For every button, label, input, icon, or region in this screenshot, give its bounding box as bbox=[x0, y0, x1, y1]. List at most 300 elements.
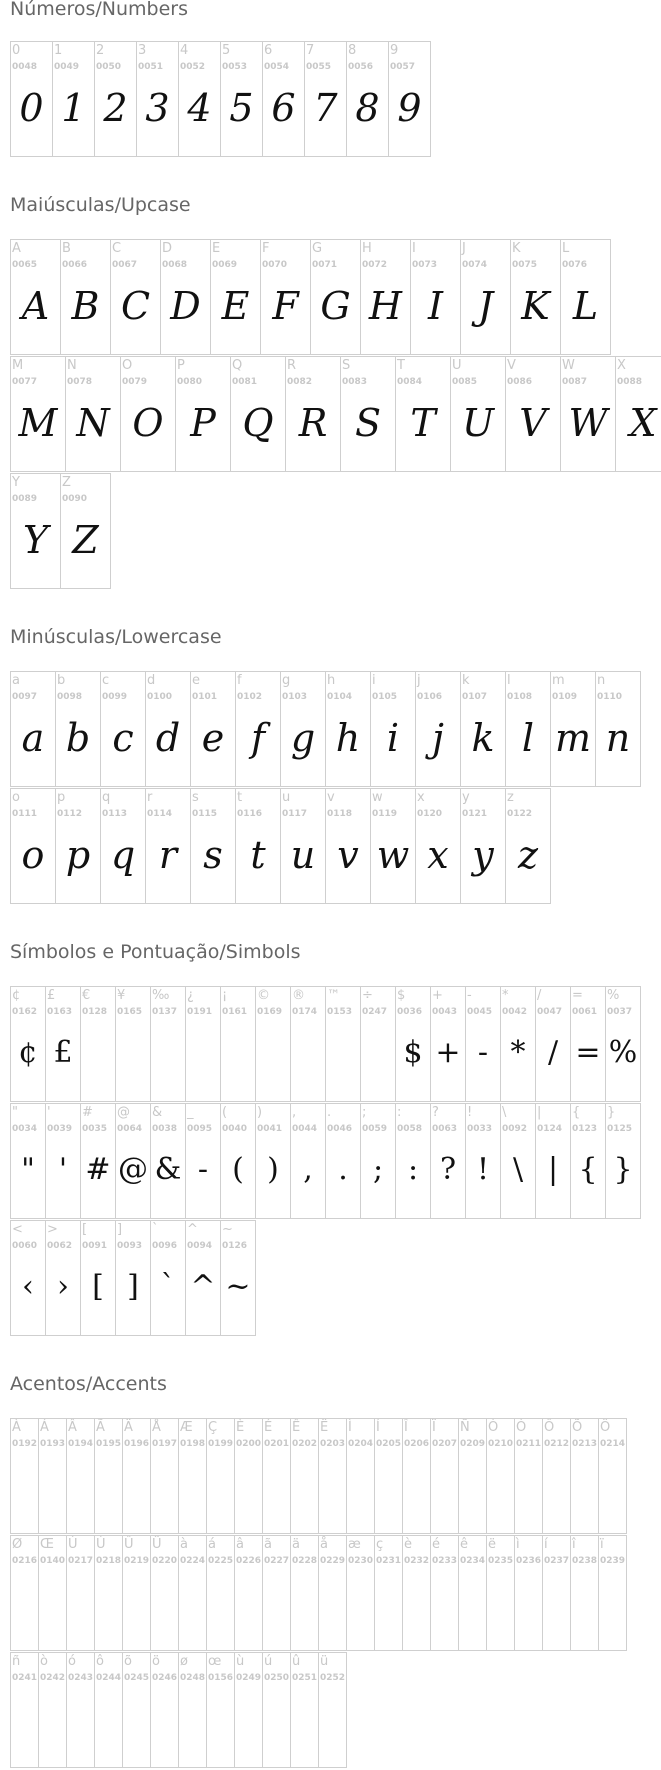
glyph-cell-label: B bbox=[62, 241, 71, 256]
glyph-cell bbox=[115, 1220, 151, 1336]
glyph-cell bbox=[260, 239, 311, 355]
glyph-cell-label: < bbox=[12, 1222, 23, 1237]
glyph-cell-label: Ô bbox=[544, 1420, 555, 1435]
glyph-cell-label: í bbox=[544, 1537, 548, 1552]
grid-row-lowercase-2 bbox=[10, 788, 550, 904]
glyph-cell bbox=[486, 1418, 515, 1534]
glyph-cell-code: 0086 bbox=[507, 377, 533, 387]
glyph-cell bbox=[370, 671, 416, 787]
glyph-cell-label: â bbox=[236, 1537, 244, 1552]
glyph-cell-code: 0125 bbox=[607, 1124, 633, 1134]
glyph-cell-label: à bbox=[180, 1537, 188, 1552]
glyph-cell-code: 0041 bbox=[257, 1124, 283, 1134]
glyph-cell-label: % bbox=[607, 988, 620, 1003]
glyph-cell bbox=[10, 41, 53, 157]
glyph-cell-code: 0093 bbox=[117, 1241, 143, 1251]
glyph-sample: $ bbox=[403, 1035, 423, 1070]
glyph-cell-label: q bbox=[102, 790, 111, 805]
glyph-cell-code: 0072 bbox=[362, 260, 388, 270]
glyph-cell-label: ¥ bbox=[117, 988, 126, 1003]
glyph-cell bbox=[290, 1103, 326, 1219]
glyph-cell-code: 0239 bbox=[600, 1556, 626, 1566]
glyph-sample: n bbox=[605, 716, 631, 760]
glyph-cell bbox=[598, 1535, 627, 1651]
glyph-cell-code: 0237 bbox=[544, 1556, 570, 1566]
glyph-cell-code: 0191 bbox=[187, 1007, 213, 1017]
glyph-cell-code: 0247 bbox=[362, 1007, 388, 1017]
glyph-cell bbox=[52, 41, 95, 157]
glyph-cell bbox=[145, 671, 191, 787]
glyph-cell-label: Í bbox=[376, 1420, 380, 1435]
glyph-cell-code: 0174 bbox=[292, 1007, 318, 1017]
glyph-cell-label: F bbox=[262, 241, 270, 256]
glyph-cell bbox=[595, 671, 641, 787]
glyph-cell-label: õ bbox=[124, 1654, 132, 1669]
glyph-cell-code: 0244 bbox=[96, 1673, 122, 1683]
glyph-sample: R bbox=[298, 401, 328, 445]
glyph-sample: j bbox=[432, 716, 444, 760]
glyph-cell-label: z bbox=[507, 790, 514, 805]
grid-row-upcase-1 bbox=[10, 239, 610, 355]
glyph-cell-label: Ò bbox=[488, 1420, 499, 1435]
glyph-cell bbox=[570, 1535, 599, 1651]
glyph-cell bbox=[10, 1535, 39, 1651]
glyph-sample: } bbox=[613, 1152, 633, 1187]
glyph-cell-code: 0106 bbox=[417, 692, 443, 702]
glyph-cell-label: s bbox=[192, 790, 199, 805]
glyph-cell-label: > bbox=[47, 1222, 58, 1237]
glyph-cell bbox=[325, 1103, 361, 1219]
glyph-sample: - bbox=[477, 1035, 489, 1070]
glyph-cell bbox=[402, 1535, 431, 1651]
glyph-sample: ; bbox=[372, 1152, 384, 1187]
glyph-cell-label: W bbox=[562, 358, 575, 373]
glyph-cell-code: 0115 bbox=[192, 809, 218, 819]
glyph-cell-code: 0043 bbox=[432, 1007, 458, 1017]
glyph-cell-code: 0044 bbox=[292, 1124, 318, 1134]
glyph-cell-code: 0196 bbox=[124, 1439, 150, 1449]
glyph-cell-code: 0038 bbox=[152, 1124, 178, 1134]
glyph-cell-code: 0100 bbox=[147, 692, 173, 702]
glyph-cell-code: 0219 bbox=[124, 1556, 150, 1566]
glyph-cell bbox=[290, 1652, 319, 1768]
glyph-cell-label: o bbox=[12, 790, 20, 805]
glyph-cell bbox=[206, 1535, 235, 1651]
glyph-cell-label: € bbox=[82, 988, 91, 1003]
glyph-cell-label: 3 bbox=[138, 43, 147, 58]
glyph-cell-label: P bbox=[177, 358, 185, 373]
glyph-cell bbox=[66, 1535, 95, 1651]
glyph-sample: b bbox=[65, 716, 91, 760]
glyph-cell bbox=[360, 1103, 396, 1219]
glyph-cell-code: 0245 bbox=[124, 1673, 150, 1683]
glyph-cell-label: C bbox=[112, 241, 122, 256]
glyph-sample: X bbox=[629, 401, 657, 445]
glyph-sample: g bbox=[290, 716, 316, 760]
glyph-cell bbox=[458, 1418, 487, 1534]
glyph-cell-label: l bbox=[507, 673, 511, 688]
glyph-cell-code: 0085 bbox=[452, 377, 478, 387]
glyph-sample: p bbox=[65, 833, 91, 877]
glyph-cell-label: 7 bbox=[306, 43, 315, 58]
glyph-cell-code: 0094 bbox=[187, 1241, 213, 1251]
glyph-cell bbox=[430, 1535, 459, 1651]
glyph-cell-label: $ bbox=[397, 988, 406, 1003]
glyph-cell bbox=[374, 1418, 403, 1534]
glyph-cell-label: ú bbox=[264, 1654, 273, 1669]
glyph-cell-code: 0050 bbox=[96, 62, 122, 72]
glyph-cell-code: 0165 bbox=[117, 1007, 143, 1017]
glyph-sample: # bbox=[85, 1152, 111, 1187]
glyph-cell-label: d bbox=[147, 673, 156, 688]
glyph-cell bbox=[122, 1535, 151, 1651]
glyph-cell bbox=[122, 1652, 151, 1768]
glyph-cell-label: Â bbox=[68, 1420, 77, 1435]
glyph-sample: u bbox=[290, 833, 316, 877]
glyph-cell-label: Z bbox=[62, 475, 71, 490]
glyph-cell-label: ù bbox=[236, 1654, 245, 1669]
glyph-cell-label: { bbox=[572, 1105, 581, 1120]
glyph-cell-code: 0211 bbox=[516, 1439, 542, 1449]
glyph-cell-label: 2 bbox=[96, 43, 105, 58]
glyph-cell bbox=[510, 239, 561, 355]
glyph-cell bbox=[570, 1103, 606, 1219]
glyph-sample: U bbox=[461, 401, 495, 445]
glyph-sample: ‹ bbox=[22, 1269, 34, 1304]
glyph-cell-label: t bbox=[237, 790, 243, 805]
glyph-cell-label: î bbox=[572, 1537, 576, 1552]
glyph-cell-code: 0078 bbox=[67, 377, 93, 387]
glyph-cell-code: 0070 bbox=[262, 260, 288, 270]
glyph-cell bbox=[255, 1103, 291, 1219]
glyph-sample: c bbox=[112, 716, 134, 760]
glyph-cell bbox=[80, 1103, 116, 1219]
glyph-cell-code: 0226 bbox=[236, 1556, 262, 1566]
glyph-cell bbox=[65, 356, 121, 472]
glyph-cell-code: 0126 bbox=[222, 1241, 248, 1251]
glyph-cell-label: ñ bbox=[12, 1654, 21, 1669]
glyph-cell-code: 0162 bbox=[12, 1007, 38, 1017]
glyph-cell-code: 0097 bbox=[12, 692, 38, 702]
glyph-cell-label: N bbox=[67, 358, 77, 373]
glyph-sample: M bbox=[18, 401, 58, 445]
glyph-cell-label: ) bbox=[257, 1105, 263, 1120]
glyph-cell bbox=[388, 41, 431, 157]
glyph-sample: [ bbox=[92, 1269, 104, 1304]
glyph-cell-code: 0229 bbox=[320, 1556, 346, 1566]
grid-row-lowercase-1 bbox=[10, 671, 640, 787]
glyph-sample: F bbox=[272, 284, 299, 328]
glyph-cell-code: 0074 bbox=[462, 260, 488, 270]
glyph-cell bbox=[410, 239, 461, 355]
glyph-cell bbox=[325, 671, 371, 787]
glyph-cell-label: L bbox=[562, 241, 570, 256]
glyph-sample: 4 bbox=[187, 86, 212, 130]
glyph-cell-label: Q bbox=[232, 358, 243, 373]
glyph-cell bbox=[115, 986, 151, 1102]
glyph-cell bbox=[38, 1535, 67, 1651]
glyph-cell-code: 0099 bbox=[102, 692, 128, 702]
glyph-cell-label: ® bbox=[292, 988, 305, 1003]
glyph-cell bbox=[280, 788, 326, 904]
glyph-cell bbox=[285, 356, 341, 472]
glyph-cell-label: 6 bbox=[264, 43, 273, 58]
glyph-sample: | bbox=[547, 1152, 559, 1187]
glyph-cell bbox=[318, 1652, 347, 1768]
glyph-cell bbox=[234, 1418, 263, 1534]
glyph-cell bbox=[206, 1418, 235, 1534]
glyph-cell-label: ^ bbox=[187, 1222, 198, 1237]
glyph-cell bbox=[45, 986, 81, 1102]
glyph-cell-label: ( bbox=[222, 1105, 228, 1120]
glyph-cell-label: Û bbox=[124, 1537, 134, 1552]
grid-row-accents-1 bbox=[10, 1418, 626, 1534]
glyph-cell bbox=[94, 41, 137, 157]
glyph-cell-code: 0195 bbox=[96, 1439, 122, 1449]
glyph-cell-code: 0042 bbox=[502, 1007, 528, 1017]
glyph-cell bbox=[402, 1418, 431, 1534]
glyph-cell bbox=[374, 1535, 403, 1651]
glyph-cell-code: 0241 bbox=[12, 1673, 38, 1683]
glyph-cell-code: 0101 bbox=[192, 692, 218, 702]
glyph-sample: h bbox=[335, 716, 361, 760]
glyph-cell-label: ì bbox=[516, 1537, 520, 1552]
glyph-cell-label: ! bbox=[467, 1105, 473, 1120]
glyph-sample: q bbox=[110, 833, 136, 877]
grid-row-symbols-1 bbox=[10, 986, 640, 1102]
glyph-cell-label: Á bbox=[40, 1420, 49, 1435]
glyph-cell bbox=[262, 1535, 291, 1651]
glyph-cell-label: ; bbox=[362, 1105, 367, 1120]
glyph-sample: y bbox=[472, 833, 494, 877]
glyph-cell bbox=[234, 1652, 263, 1768]
glyph-cell-label: v bbox=[327, 790, 335, 805]
glyph-cell bbox=[325, 788, 371, 904]
glyph-sample: B bbox=[71, 284, 100, 328]
glyph-cell bbox=[605, 986, 641, 1102]
glyph-cell bbox=[10, 239, 61, 355]
glyph-cell-label: Ì bbox=[348, 1420, 352, 1435]
glyph-cell-label: ¢ bbox=[12, 988, 21, 1003]
glyph-cell-code: 0084 bbox=[397, 377, 423, 387]
glyph-sample: z bbox=[517, 833, 539, 877]
glyph-cell-code: 0033 bbox=[467, 1124, 493, 1134]
glyph-sample: & bbox=[154, 1152, 182, 1187]
glyph-sample: , bbox=[303, 1152, 313, 1187]
glyph-sample: l bbox=[521, 716, 535, 760]
glyph-cell-code: 0232 bbox=[404, 1556, 430, 1566]
glyph-cell bbox=[80, 1220, 116, 1336]
glyph-cell bbox=[346, 1535, 375, 1651]
glyph-cell bbox=[514, 1535, 543, 1651]
glyph-cell bbox=[10, 473, 61, 589]
glyph-cell-code: 0076 bbox=[562, 260, 588, 270]
glyph-cell-label: G bbox=[312, 241, 323, 256]
glyph-cell bbox=[10, 1652, 39, 1768]
glyph-cell-label: £ bbox=[47, 988, 56, 1003]
glyph-cell-label: Y bbox=[12, 475, 20, 490]
glyph-cell-code: 0248 bbox=[180, 1673, 206, 1683]
glyph-sample: O bbox=[132, 401, 164, 445]
glyph-cell bbox=[230, 356, 286, 472]
glyph-cell bbox=[395, 356, 451, 472]
glyph-sample: ? bbox=[439, 1152, 457, 1187]
glyph-cell-label: á bbox=[208, 1537, 216, 1552]
glyph-cell-code: 0117 bbox=[282, 809, 308, 819]
glyph-cell-label: ê bbox=[460, 1537, 468, 1552]
glyph-sample: s bbox=[203, 833, 223, 877]
glyph-cell-code: 0206 bbox=[404, 1439, 430, 1449]
glyph-cell-code: 0064 bbox=[117, 1124, 143, 1134]
glyph-cell-label: \ bbox=[502, 1105, 507, 1120]
glyph-cell-label: M bbox=[12, 358, 24, 373]
glyph-cell-code: 0246 bbox=[152, 1673, 178, 1683]
glyph-cell-label: Å bbox=[152, 1420, 161, 1435]
glyph-cell bbox=[190, 788, 236, 904]
glyph-cell bbox=[570, 986, 606, 1102]
glyph-cell-code: 0091 bbox=[82, 1241, 108, 1251]
glyph-cell-code: 0249 bbox=[236, 1673, 262, 1683]
glyph-cell-label: V bbox=[507, 358, 516, 373]
glyph-cell-code: 0039 bbox=[47, 1124, 73, 1134]
glyph-cell-label: Æ bbox=[180, 1420, 193, 1435]
glyph-sample: 8 bbox=[355, 86, 380, 130]
glyph-cell-label: u bbox=[282, 790, 291, 805]
glyph-cell bbox=[220, 986, 256, 1102]
glyph-sample: Y bbox=[22, 518, 49, 562]
glyph-sample: 3 bbox=[145, 86, 170, 130]
glyph-cell-label: ™ bbox=[327, 988, 340, 1003]
glyph-cell-code: 0049 bbox=[54, 62, 80, 72]
glyph-cell-label: a bbox=[12, 673, 20, 688]
glyph-cell-code: 0213 bbox=[572, 1439, 598, 1449]
glyph-cell bbox=[60, 473, 111, 589]
glyph-cell bbox=[430, 1418, 459, 1534]
glyph-cell-code: 0192 bbox=[12, 1439, 38, 1449]
glyph-cell bbox=[360, 239, 411, 355]
glyph-cell bbox=[560, 239, 611, 355]
glyph-cell-label: x bbox=[417, 790, 425, 805]
glyph-cell-label: T bbox=[397, 358, 405, 373]
glyph-sample: Q bbox=[242, 401, 274, 445]
glyph-sample: ! bbox=[476, 1152, 490, 1187]
glyph-cell-label: h bbox=[327, 673, 336, 688]
glyph-cell bbox=[304, 41, 347, 157]
glyph-sample: a bbox=[21, 716, 45, 760]
glyph-cell-label: e bbox=[192, 673, 200, 688]
glyph-cell-code: 0102 bbox=[237, 692, 263, 702]
glyph-cell-code: 0202 bbox=[292, 1439, 318, 1449]
grid-row-numbers-1 bbox=[10, 41, 430, 157]
glyph-sample: x bbox=[427, 833, 449, 877]
glyph-cell bbox=[598, 1418, 627, 1534]
grid-row-accents-2 bbox=[10, 1535, 626, 1651]
glyph-cell bbox=[178, 41, 221, 157]
glyph-cell-code: 0045 bbox=[467, 1007, 493, 1017]
glyph-sample: ¢ bbox=[18, 1035, 38, 1070]
glyph-cell-label: 1 bbox=[54, 43, 63, 58]
glyph-cell-code: 0103 bbox=[282, 692, 308, 702]
glyph-cell-code: 0098 bbox=[57, 692, 83, 702]
glyph-cell bbox=[395, 1103, 431, 1219]
glyph-sample: D bbox=[170, 284, 201, 328]
glyph-sample: / bbox=[547, 1035, 559, 1070]
glyph-cell-label: û bbox=[292, 1654, 301, 1669]
glyph-cell-code: 0238 bbox=[572, 1556, 598, 1566]
glyph-cell-code: 0124 bbox=[537, 1124, 563, 1134]
glyph-cell-label: H bbox=[362, 241, 372, 256]
glyph-sample: f bbox=[250, 716, 266, 760]
glyph-cell bbox=[415, 788, 461, 904]
glyph-cell-code: 0035 bbox=[82, 1124, 108, 1134]
glyph-cell-code: 0055 bbox=[306, 62, 332, 72]
glyph-cell-label: è bbox=[404, 1537, 412, 1552]
glyph-cell-label: X bbox=[617, 358, 626, 373]
glyph-cell-code: 0113 bbox=[102, 809, 128, 819]
glyph-cell bbox=[550, 671, 596, 787]
glyph-cell-code: 0236 bbox=[516, 1556, 542, 1566]
glyph-sample: t bbox=[250, 833, 266, 877]
glyph-cell-label: Ü bbox=[152, 1537, 162, 1552]
glyph-cell bbox=[570, 1418, 599, 1534]
glyph-cell bbox=[94, 1535, 123, 1651]
glyph-cell bbox=[178, 1535, 207, 1651]
glyph-cell-label: Ø bbox=[12, 1537, 23, 1552]
glyph-cell-code: 0233 bbox=[432, 1556, 458, 1566]
glyph-cell bbox=[262, 1418, 291, 1534]
glyph-sample: * bbox=[510, 1035, 526, 1070]
glyph-sample: 2 bbox=[103, 86, 128, 130]
glyph-cell-label: f bbox=[237, 673, 242, 688]
glyph-cell bbox=[460, 239, 511, 355]
glyph-cell bbox=[340, 356, 396, 472]
glyph-sample: . bbox=[338, 1152, 348, 1187]
glyph-cell-label: ö bbox=[152, 1654, 160, 1669]
glyph-cell bbox=[120, 356, 176, 472]
glyph-cell-label: E bbox=[212, 241, 221, 256]
grid-row-upcase-2 bbox=[10, 356, 661, 472]
glyph-sample: T bbox=[410, 401, 436, 445]
glyph-cell-label: 8 bbox=[348, 43, 357, 58]
glyph-cell-label: Ë bbox=[320, 1420, 329, 1435]
glyph-cell-label: # bbox=[82, 1105, 93, 1120]
glyph-sample: % bbox=[608, 1035, 638, 1070]
glyph-sample: › bbox=[57, 1269, 69, 1304]
glyph-cell bbox=[178, 1652, 207, 1768]
grid-row-symbols-3 bbox=[10, 1220, 255, 1336]
glyph-cell-code: 0069 bbox=[212, 260, 238, 270]
glyph-cell-code: 0037 bbox=[607, 1007, 633, 1017]
glyph-cell bbox=[100, 671, 146, 787]
glyph-cell-code: 0122 bbox=[507, 809, 533, 819]
glyph-cell-label: È bbox=[236, 1420, 245, 1435]
glyph-cell-code: 0059 bbox=[362, 1124, 388, 1134]
glyph-cell bbox=[505, 788, 551, 904]
glyph-cell bbox=[94, 1652, 123, 1768]
glyph-cell-code: 0104 bbox=[327, 692, 353, 702]
glyph-cell-code: 0220 bbox=[152, 1556, 178, 1566]
glyph-cell bbox=[290, 986, 326, 1102]
glyph-cell-code: 0105 bbox=[372, 692, 398, 702]
glyph-cell bbox=[505, 671, 551, 787]
glyph-cell-label: À bbox=[12, 1420, 21, 1435]
glyph-cell-label: w bbox=[372, 790, 383, 805]
glyph-cell bbox=[178, 1418, 207, 1534]
glyph-sample: { bbox=[578, 1152, 598, 1187]
glyph-cell bbox=[310, 239, 361, 355]
glyph-cell-label: Ä bbox=[124, 1420, 133, 1435]
glyph-sample: v bbox=[337, 833, 359, 877]
